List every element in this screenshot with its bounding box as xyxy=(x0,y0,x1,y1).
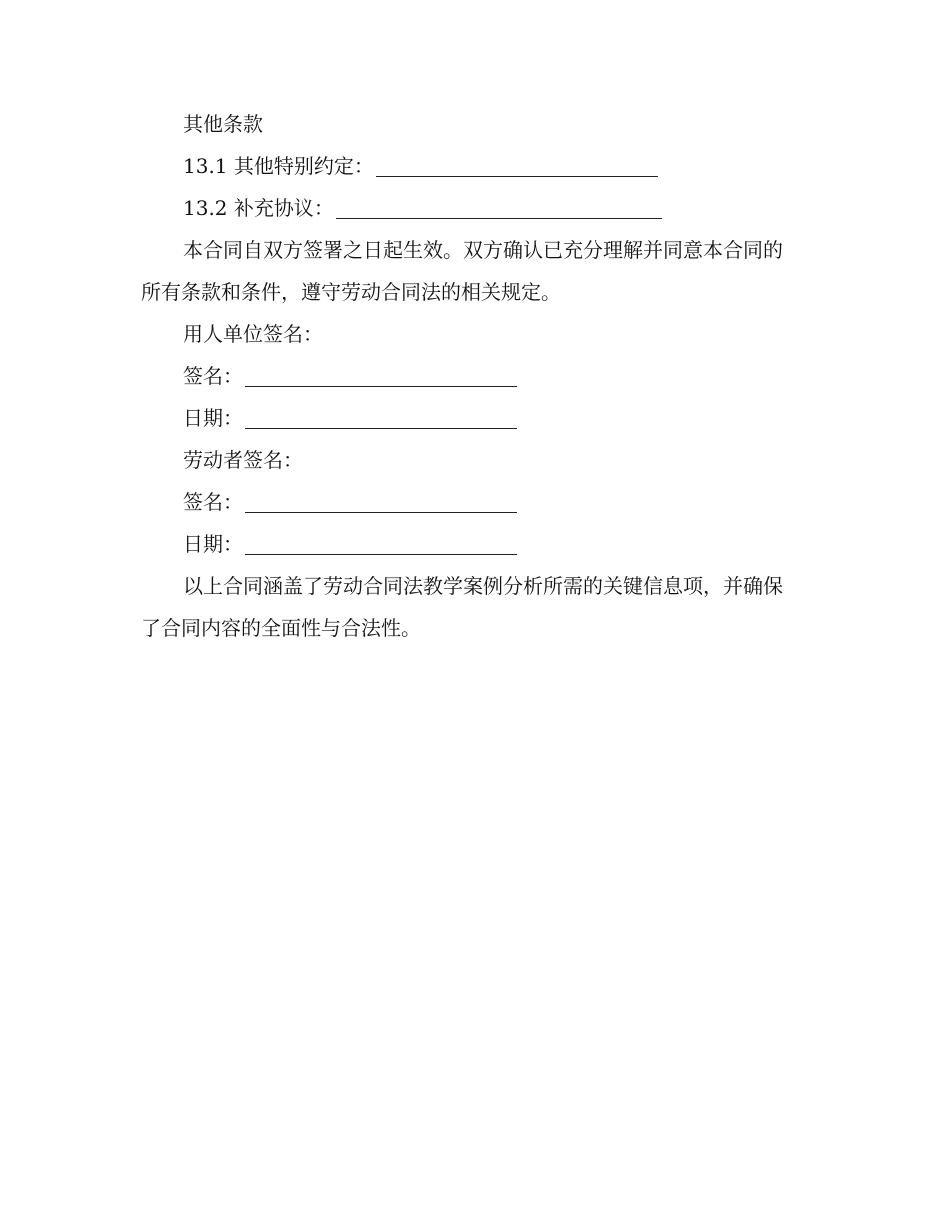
clause-13-1-blank-line xyxy=(376,154,658,177)
clause-13-2 xyxy=(141,187,801,229)
clause-13-2-label: 13.2 补充协议： xyxy=(183,196,334,220)
employee-date-label: 日期： xyxy=(183,532,243,556)
clause-13-2-blank-line xyxy=(336,196,662,219)
employee-date-row xyxy=(141,523,801,565)
employee-signature-row xyxy=(141,481,801,523)
employer-date-row xyxy=(141,397,801,439)
employer-date-blank-line xyxy=(245,406,517,429)
employee-signature-heading: 劳动者签名： xyxy=(183,448,303,472)
employer-signature-row xyxy=(141,355,801,397)
effective-clause-paragraph: 本合同自双方签署之日起生效。双方确认已充分理解并同意本合同的所有条款和条件，遵守劳动合同法的相关规定。 xyxy=(141,238,783,304)
closing-note-paragraph: 以上合同涵盖了劳动合同法教学案例分析所需的关键信息项，并确保了合同内容的全面性与合法性。 xyxy=(141,574,783,640)
section-heading: 其他条款 xyxy=(183,112,263,136)
employer-signature-blank-line xyxy=(245,364,517,387)
employee-signature-label: 签名： xyxy=(183,490,243,514)
employee-date-blank-line xyxy=(245,532,517,555)
employer-signature-label: 签名： xyxy=(183,364,243,388)
employer-signature-heading: 用人单位签名： xyxy=(183,322,323,346)
clause-13-1 xyxy=(141,145,801,187)
document-body xyxy=(141,103,801,649)
employee-signature-blank-line xyxy=(245,490,517,513)
employer-date-label: 日期： xyxy=(183,406,243,430)
clause-13-1-label: 13.1 其他特别约定： xyxy=(183,154,374,178)
